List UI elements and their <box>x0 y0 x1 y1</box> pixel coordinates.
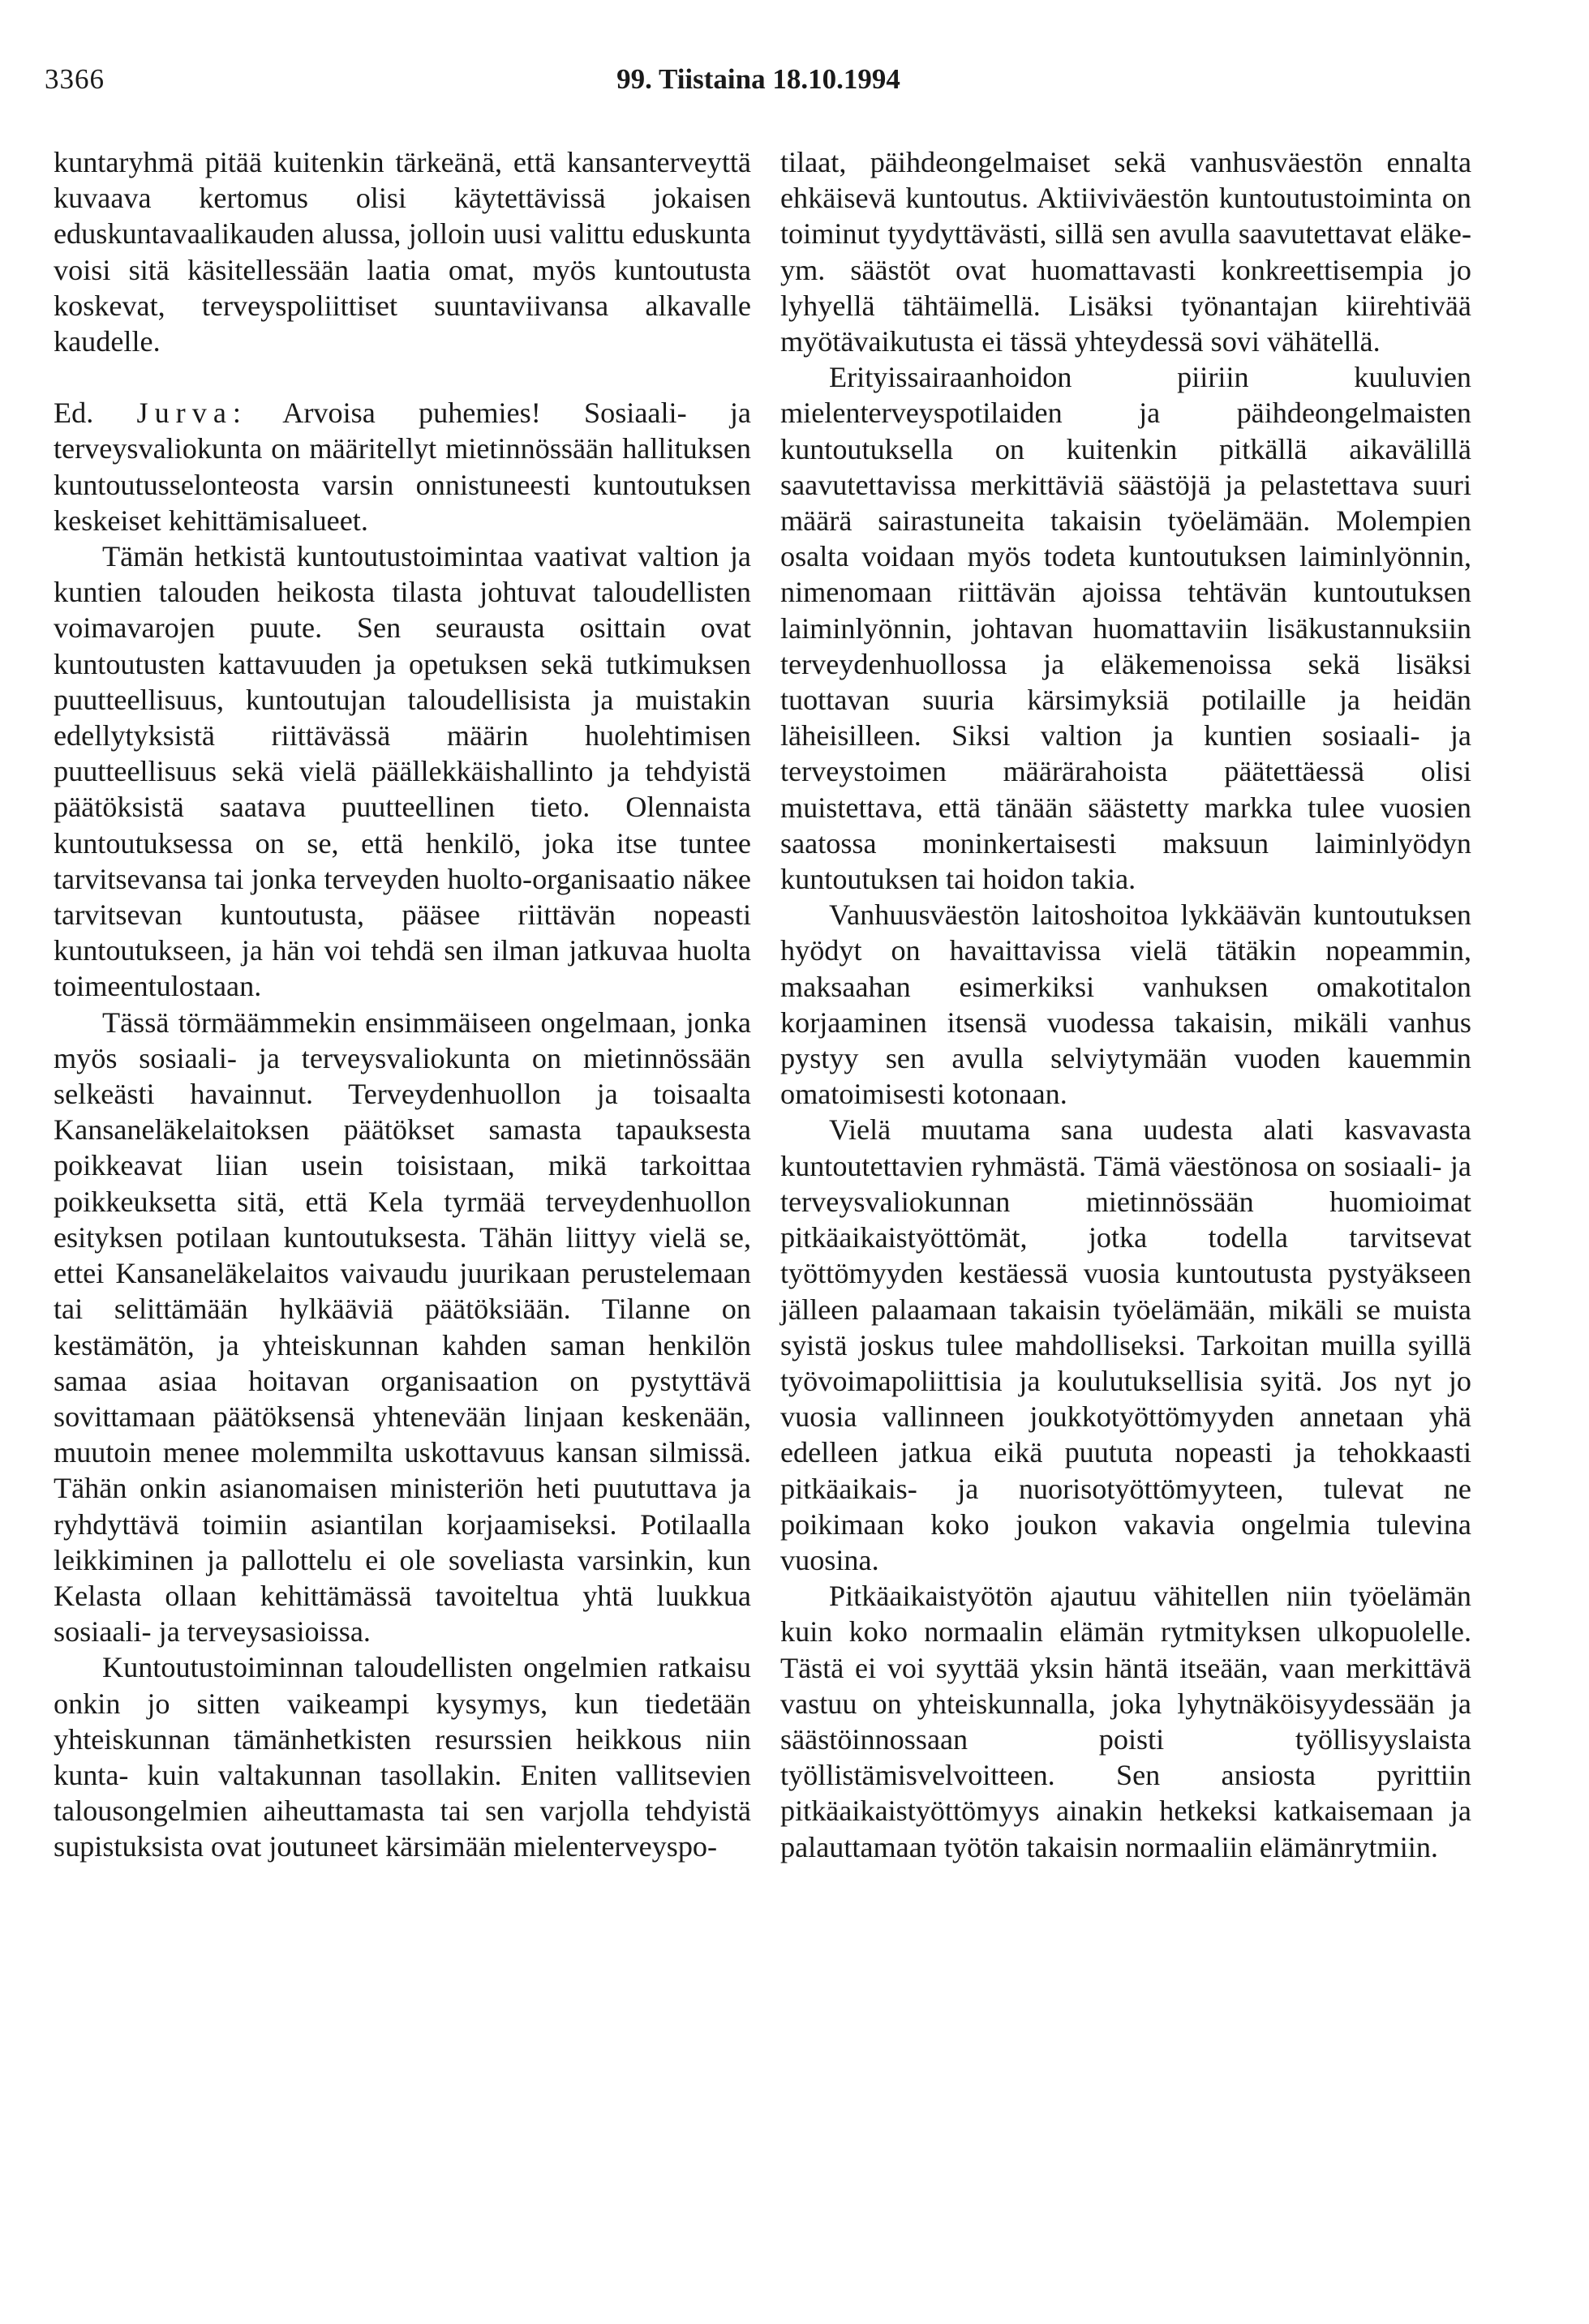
speaker-name: Jurva <box>136 397 233 430</box>
speech-colon: : <box>232 397 241 430</box>
paragraph: Vielä muutama sana uudesta alati kasvavasta kuntoutettavien ryhmästä. Tämä väestönosa on sosiaali- ja terveysvaliokunnan mietinnössään huomioimat pitkäaikaistyöttömät, jotka todella tarvitsevat työttömyyden kestäessä vuosia kuntoutusta pystyäkseen jälleen palaamaan takaisin työelämään, mikäli se muista syistä joskus tulee mahdolliseksi. Tarkoitan muilla syillä työvoimapoliittisia ja koulutuksellisia syitä. Jos nyt jo vuosia vallinneen joukkotyöttömyyden annetaan yhä edelleen jatkua eikä puututa nopeasti ja tehokkaasti pitkäaikais- ja nuorisotyöttömyyteen, tulevat ne poikimaan koko joukon vakavia ongelmia tulevina vuosina. <box>780 1113 1471 1576</box>
paragraph: Tämän hetkistä kuntoutustoimintaa vaativat valtion ja kuntien talouden heikosta tilasta johtuvat taloudellisten voimavarojen puute. Sen seurausta osittain ovat kuntoutusten kattavuuden ja opetuksen sekä tutkimuksen puutteellisuus, kuntoutujan taloudellisista ja muistakin edellytyksistä riittävässä määrin huolehtimisen puutteellisuus sekä vielä päällekkäishallinto ja tehdyistä päätöksistä saatava puutteellinen tieto. Olennaista kuntoutuksessa on se, että henkilö, joka itse tuntee tarvitsevansa tai jonka terveyden huolto-organisaatio näkee tarvitsevan kuntoutusta, pääsee riittävän nopeasti kuntoutukseen, ja hän voi tehdä sen ilman jatkuvaa huolta toimeentulostaan. <box>54 540 751 1003</box>
paragraph: Kuntoutustoiminnan taloudellisten ongelmien ratkaisu onkin jo sitten vaikeampi kysymys, kun tiedetään yhteiskunnan tämänhetkisten resurssien heikkous niin kunta- kuin valtakunnan tasollakin. Eniten vallitsevien talousongelmien aiheuttamasta tai sen varjolla tehdyistä supistuksista ovat joutuneet kärsimään mielenterveyspo- <box>54 1651 751 1863</box>
paragraph: kuntaryhmä pitää kuitenkin tärkeänä, että kansanterveyttä kuvaava kertomus olisi käytettävissä jokaisen eduskuntavaalikauden alussa, jolloin uusi valittu eduskunta voisi sitä käsitellessään laatia omat, myös kuntoutusta koskevat, terveyspoliittiset suuntaviivansa alkavalle kaudelle. <box>54 146 751 358</box>
page-number: 3366 <box>45 63 105 95</box>
session-title: 99. Tiistaina 18.10.1994 <box>616 63 900 95</box>
paragraph: Vanhuusväestön laitoshoitoa lykkäävän kuntoutuksen hyödyt on havaittavissa vielä tätäkin nopeammin, maksaahan esimerkiksi vanhuksen omakotitalon korjaaminen itsensä vuodessa takaisin, mikäli vanhus pystyy sen avulla selviytymään vuoden kauemmin omatoimisesti kotonaan. <box>780 898 1471 1111</box>
paragraph: tilaat, päihdeongelmaiset sekä vanhusväestön ennalta ehkäisevä kuntoutus. Aktiiviväestön kuntoutustoiminta on toiminut tyydyttävästi, sillä sen avulla saavutettavat eläke- ym. säästöt ovat huomattavasti konkreettisempia jo lyhyellä tähtäimellä. Lisäksi työnantajan kiirehtivää myötävaikutusta ei tässä yhteydessä sovi vähätellä. <box>780 146 1471 358</box>
left-column <box>54 144 751 1865</box>
right-column <box>780 144 1471 1865</box>
paragraph: Tässä törmäämmekin ensimmäiseen ongelmaan, jonka myös sosiaali- ja terveysvaliokunta on mietinnössään selkeästi havainnut. Terveydenhuollon ja toisaalta Kansaneläkelaitoksen päätökset samasta tapauksesta poikkeavat liian usein toisistaan, mikä tarkoittaa poikkeuksetta sitä, että Kela tyrmää terveydenhuollon esityksen potilaan kuntoutuksesta. Tähän liittyy vielä se, ettei Kansaneläkelaitos vaivaudu juurikaan perustelemaan tai selittämään hylkääviä päätöksiään. Tilanne on kestämätön, ja yhteiskunnan kahden saman henkilön samaa asiaa hoitavan organisaation on pystyttävä sovittamaan päätöksensä yhtenevään linjaan keskenään, muutoin menee molemmilta uskottavuus kansan silmissä. Tähän onkin asianomaisen ministeriön heti puututtava ja ryhdyttävä toimiin asiantilan korjaamiseksi. Potilaalla leikkiminen ja pallottelu ei ole soveliasta varsinkin, kun Kelasta ollaan kehittämässä tavoiteltua yhtä luukkua sosiaali- ja terveysasioissa. <box>54 1005 751 1649</box>
paragraph: Pitkäaikaistyötön ajautuu vähitellen niin työelämän kuin koko normaalin elämän rytmityksen ulkopuolelle. Tästä ei voi syyttää yksin häntä itseään, vaan merkittävä vastuu on yhteiskunnalla, joka lyhytnäköisyydessään ja säästöinnossaan poisti työllisyyslaista työllistämisvelvoitteen. Sen ansiosta pyrittiin pitkäaikaistyöttömyys ainakin hetkeksi katkaisemaan ja palauttamaan työtön takaisin normaaliin elämänrytmiin. <box>780 1580 1471 1863</box>
page-header <box>45 63 1472 104</box>
paragraph: Erityissairaanhoidon piiriin kuuluvien mielenterveyspotilaiden ja päihdeongelmaisten kuntoutuksella on kuitenkin pitkällä aikavälillä saavutettavissa merkittäviä säästöjä ja pelastettava suuri määrä sairastuneita takaisin työelämään. Molempien osalta voidaan myös todeta kuntoutuksen laiminlyönnin, nimenomaan riittävän ajoissa tehtävän kuntoutuksen laiminlyönnin, johtavan huomattaviin lisäkustannuksiin terveydenhuollossa ja eläkemenoissa sekä lisäksi tuottavan suuria kärsimyksiä potilaille ja heidän läheisilleen. Siksi valtion ja kuntien sosiaali- ja terveystoimen määrärahoista päätettäessä olisi muistettava, että tänään säästetty markka tulee vuosien saatossa moninkertaisesti maksuun laiminlyödyn kuntoutuksen tai hoidon takia. <box>780 361 1471 896</box>
speech-opening <box>54 395 751 538</box>
speech-text: Arvoisa puhemies! Sosiaali- ja terveysvaliokunta on määritellyt mietinnössään hallituksen kuntoutusselonteosta varsin onnistuneesti kuntoutuksen keskeiset kehittämisalueet. <box>54 397 751 537</box>
speech-title: Ed. <box>54 397 94 430</box>
